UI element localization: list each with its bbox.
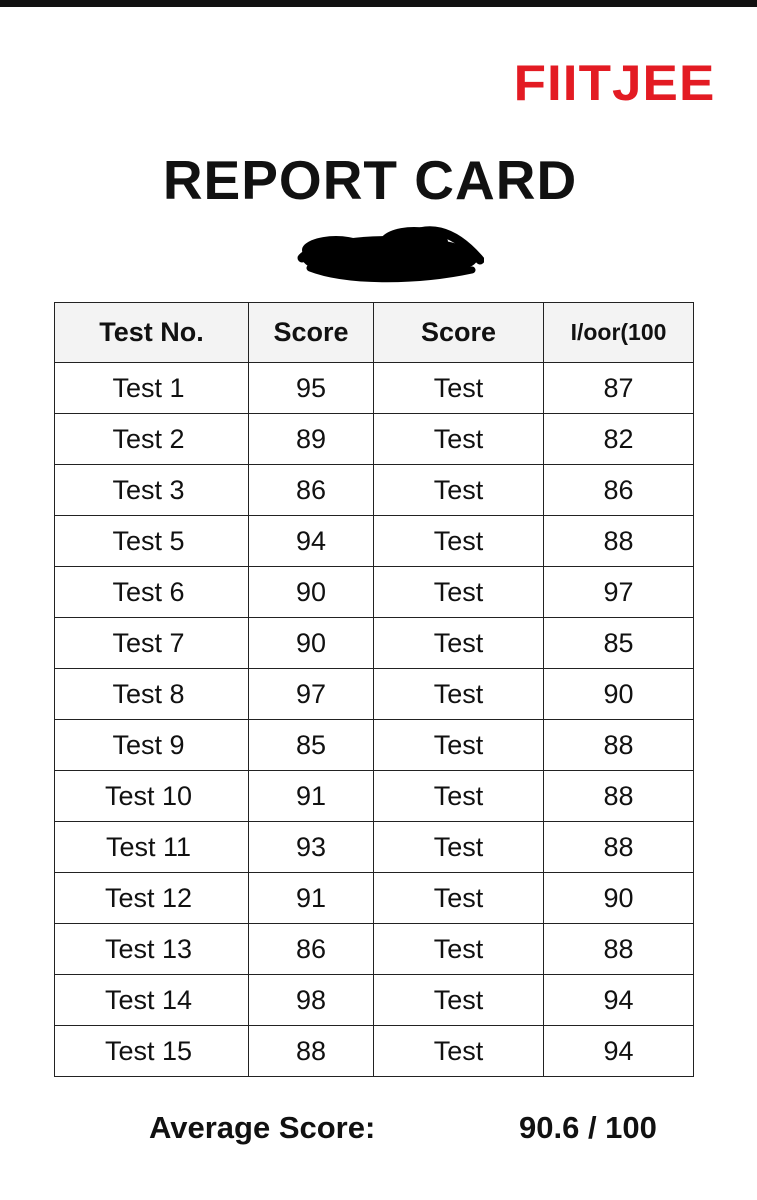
score-out-of-100-cell: 88: [544, 822, 694, 873]
test-label-cell: Test: [374, 618, 544, 669]
test-label-cell: Test: [374, 975, 544, 1026]
table-row: [55, 414, 694, 465]
score-cell: 90: [249, 618, 374, 669]
score-out-of-100-cell: 82: [544, 414, 694, 465]
test-label-cell: Test: [374, 669, 544, 720]
table-row: [55, 618, 694, 669]
header-out-of-100: I/oor(100: [544, 303, 694, 363]
fiitjee-logo: FIITJEE: [513, 55, 715, 111]
score-cell: 98: [249, 975, 374, 1026]
table-body: [55, 363, 694, 1077]
test-name-cell: Test 9: [55, 720, 249, 771]
test-label-cell: Test: [374, 516, 544, 567]
score-out-of-100-cell: 97: [544, 567, 694, 618]
table-row: [55, 924, 694, 975]
test-name-cell: Test 2: [55, 414, 249, 465]
test-label-cell: Test: [374, 822, 544, 873]
test-label-cell: Test: [374, 414, 544, 465]
page-title: REPORT CARD: [162, 149, 578, 211]
score-cell: 89: [249, 414, 374, 465]
test-name-cell: Test 5: [55, 516, 249, 567]
redacted-name-scribble: [296, 224, 484, 286]
test-label-cell: Test: [374, 771, 544, 822]
table-row: [55, 1026, 694, 1077]
header-score: Score: [249, 303, 374, 363]
table-row: [55, 975, 694, 1026]
score-cell: 86: [249, 924, 374, 975]
test-label-cell: Test: [374, 873, 544, 924]
test-name-cell: Test 1: [55, 363, 249, 414]
table-row: [55, 465, 694, 516]
top-border-bar: [0, 0, 757, 7]
average-score-label: Average Score:: [149, 1110, 376, 1145]
test-label-cell: Test: [374, 363, 544, 414]
score-cell: 91: [249, 873, 374, 924]
score-cell: 93: [249, 822, 374, 873]
score-out-of-100-cell: 87: [544, 363, 694, 414]
table-row: [55, 873, 694, 924]
table-header-row: [55, 303, 694, 363]
header-score-2: Score: [374, 303, 544, 363]
score-out-of-100-cell: 88: [544, 924, 694, 975]
score-out-of-100-cell: 94: [544, 975, 694, 1026]
score-out-of-100-cell: 88: [544, 720, 694, 771]
score-cell: 94: [249, 516, 374, 567]
score-cell: 90: [249, 567, 374, 618]
score-out-of-100-cell: 85: [544, 618, 694, 669]
table-row: [55, 720, 694, 771]
score-out-of-100-cell: 90: [544, 873, 694, 924]
average-score-value: 90.6 / 100: [519, 1110, 657, 1145]
test-name-cell: Test 13: [55, 924, 249, 975]
table-row: [55, 771, 694, 822]
test-name-cell: Test 15: [55, 1026, 249, 1077]
test-label-cell: Test: [374, 720, 544, 771]
score-cell: 88: [249, 1026, 374, 1077]
test-label-cell: Test: [374, 1026, 544, 1077]
score-cell: 91: [249, 771, 374, 822]
test-name-cell: Test 6: [55, 567, 249, 618]
score-cell: 86: [249, 465, 374, 516]
score-out-of-100-cell: 94: [544, 1026, 694, 1077]
table-row: [55, 363, 694, 414]
table-row: [55, 567, 694, 618]
score-out-of-100-cell: 86: [544, 465, 694, 516]
test-label-cell: Test: [374, 567, 544, 618]
test-label-cell: Test: [374, 465, 544, 516]
score-out-of-100-cell: 88: [544, 771, 694, 822]
test-name-cell: Test 12: [55, 873, 249, 924]
test-name-cell: Test 7: [55, 618, 249, 669]
test-name-cell: Test 10: [55, 771, 249, 822]
test-name-cell: Test 14: [55, 975, 249, 1026]
test-name-cell: Test 8: [55, 669, 249, 720]
table-row: [55, 669, 694, 720]
test-label-cell: Test: [374, 924, 544, 975]
table-row: [55, 516, 694, 567]
score-out-of-100-cell: 90: [544, 669, 694, 720]
scores-table: [54, 302, 694, 1077]
test-name-cell: Test 3: [55, 465, 249, 516]
test-name-cell: Test 11: [55, 822, 249, 873]
table-row: [55, 822, 694, 873]
score-out-of-100-cell: 88: [544, 516, 694, 567]
header-test-no: Test No.: [55, 303, 249, 363]
score-cell: 95: [249, 363, 374, 414]
score-cell: 85: [249, 720, 374, 771]
score-cell: 97: [249, 669, 374, 720]
